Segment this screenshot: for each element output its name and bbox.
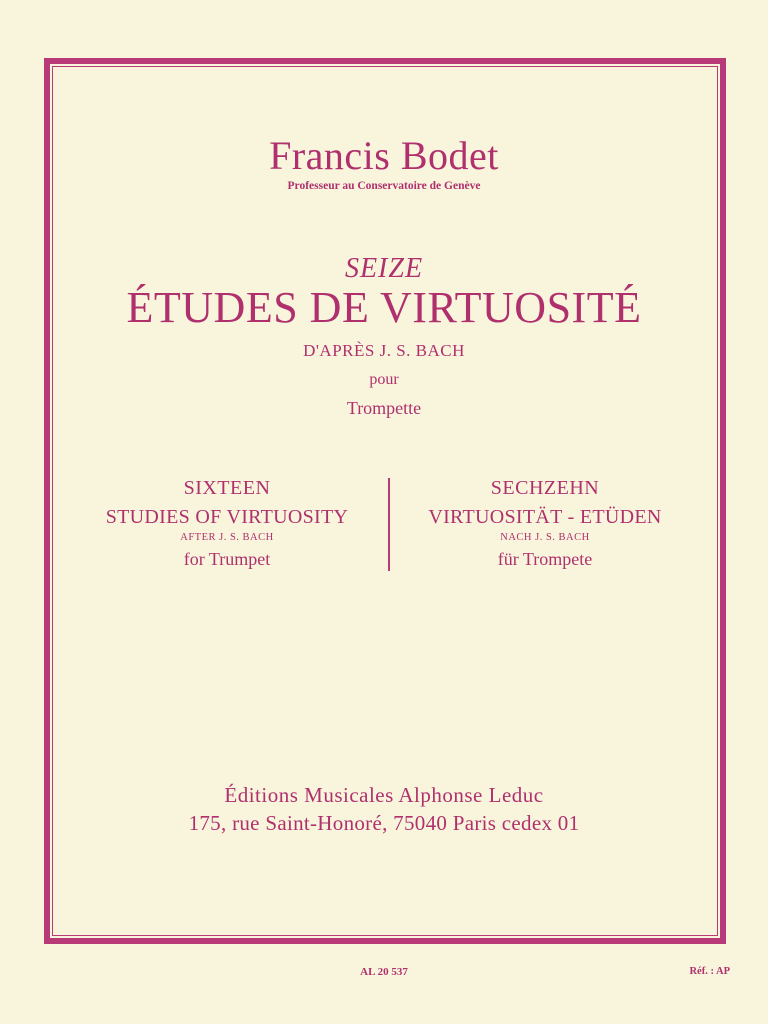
title-de-instrument: für Trompete xyxy=(497,549,593,569)
title-en-main: STUDIES OF VIRTUOSITY xyxy=(105,506,349,528)
title-de-line1: SECHZEHN xyxy=(490,477,600,499)
title-de-after: NACH J. S. BACH xyxy=(500,532,590,543)
title-fr-main: ÉTUDES DE VIRTUOSITÉ xyxy=(126,283,642,332)
title-fr-line1: SEIZE xyxy=(344,253,424,284)
publisher-address: 175, rue Saint-Honoré, 75040 Paris cedex 01 xyxy=(188,811,580,835)
title-fr-instrument: Trompette xyxy=(346,398,422,418)
catalog-number: AL 20 537 xyxy=(360,966,408,978)
publisher-name: Éditions Musicales Alphonse Leduc xyxy=(224,783,544,807)
title-en-instrument: for Trumpet xyxy=(183,549,271,569)
title-en-line1: SIXTEEN xyxy=(183,477,271,499)
title-de-main: VIRTUOSITÄT - ETÜDEN xyxy=(428,506,662,528)
author-name: Francis Bodet xyxy=(269,133,499,178)
title-fr-pour: pour xyxy=(369,371,399,388)
reference-code: Réf. : AP xyxy=(689,966,730,977)
author-subtitle: Professeur au Conservatoire de Genève xyxy=(287,180,481,192)
title-en-after: AFTER J. S. BACH xyxy=(180,532,274,543)
title-fr-after: D'APRÈS J. S. BACH xyxy=(303,341,465,360)
